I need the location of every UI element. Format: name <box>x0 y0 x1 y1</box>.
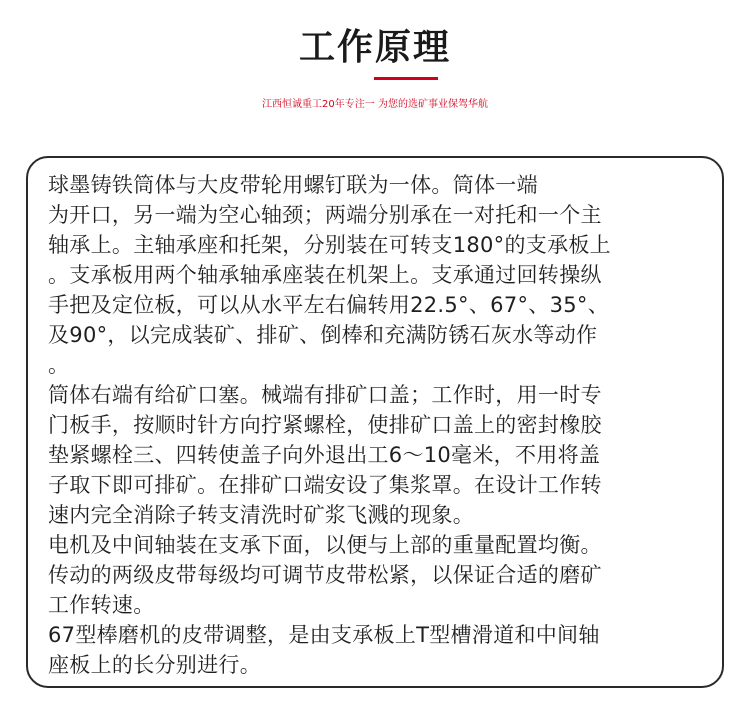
text-line: 轴承上。主轴承座和托架，分别装在可转支180°的支承板上 <box>48 233 611 257</box>
text-line: 球墨铸铁筒体与大皮带轮用螺钉联为一体。筒体一端 <box>48 173 538 197</box>
text-line: 子取下即可排矿。在排矿口端安设了集浆罩。在设计工作转 <box>48 473 602 497</box>
text-line: 筒体右端有给矿口塞。械端有排矿口盖；工作时，用一时专 <box>48 383 602 407</box>
text-line: 电机及中间轴装在支承下面，以便与上部的重量配置均衡。 <box>48 533 602 557</box>
description-text <box>48 170 708 680</box>
page-title: 工作原理 <box>298 27 451 68</box>
text-line: 手把及定位板，可以从水平左右偏转用22.5°、67°、35°、 <box>48 293 609 317</box>
page-subtitle: 江西恒诚重工20年专注一 为您的选矿事业保驾华航 <box>262 99 488 110</box>
text-line: 传动的两级皮带每级均可调节皮带松紧，以保证合适的磨矿 <box>48 563 602 587</box>
text-line: 工作转速。 <box>48 593 155 617</box>
text-line: 门板手，按顺时针方向拧紧螺栓，使排矿口盖上的密封橡胶 <box>48 413 602 437</box>
text-line: 。 <box>48 353 70 377</box>
text-line: 及90°，以完成装矿、排矿、倒棒和充满防锈石灰水等动作 <box>48 323 598 347</box>
text-line: 。支承板用两个轴承轴承座装在机架上。支承通过回转操纵 <box>48 263 602 287</box>
text-line: 垫紧螺栓三、四转使盖子向外退出工6～10毫米，不用将盖 <box>48 443 601 467</box>
text-line: 67型棒磨机的皮带调整，是由支承板上T型槽滑道和中间轴 <box>48 623 600 647</box>
text-line: 座板上的长分别进行。 <box>48 653 261 677</box>
text-line: 为开口，另一端为空心轴颈；两端分别承在一对托和一个主 <box>48 203 602 227</box>
text-line: 速内完全消除子转支清洗时矿浆飞溅的现象。 <box>48 503 474 527</box>
title-underline-divider <box>374 77 438 80</box>
